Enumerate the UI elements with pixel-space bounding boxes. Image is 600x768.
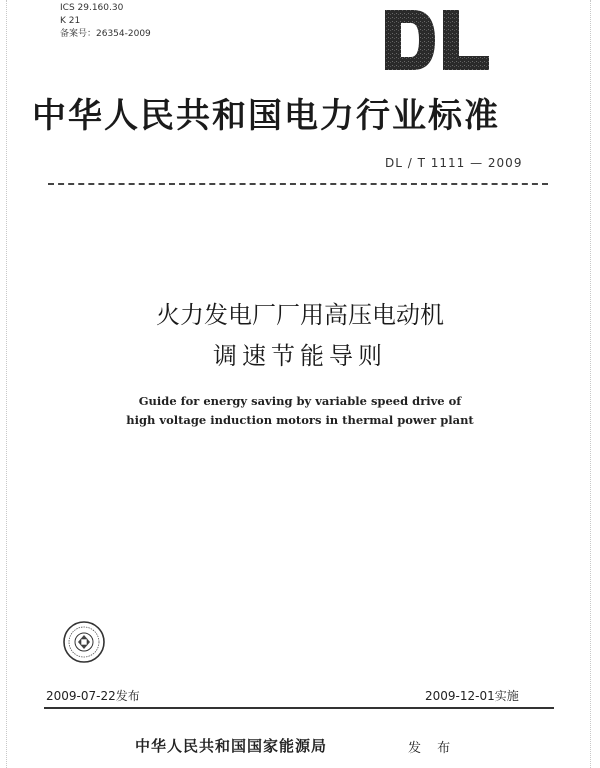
english-title-line2: high voltage induction motors in thermal power plant: [126, 413, 474, 427]
bottom-divider: [44, 707, 554, 709]
document-title-line1: 火力发电厂厂用高压电动机: [156, 301, 444, 329]
publisher-seal-icon: [62, 620, 106, 664]
class-code: K 21: [60, 16, 81, 26]
right-scan-edge: [590, 0, 591, 768]
publisher-name: 中华人民共和国国家能源局: [135, 737, 328, 755]
english-title-line1: Guide for energy saving by variable speed drive of: [138, 394, 462, 408]
publish-label: 发 布: [408, 741, 457, 756]
classification-block: [60, 2, 151, 41]
left-scan-edge: [6, 0, 7, 768]
implementation-date: 2009-12-01实施: [425, 689, 519, 703]
logo-letter-l: [443, 10, 489, 70]
ics-code: ICS 29.160.30: [60, 3, 124, 13]
record-number: 备案号：26354-2009: [60, 29, 151, 39]
top-divider: [48, 183, 548, 185]
document-title-line2: 调速节能导则: [213, 342, 387, 370]
issue-date: 2009-07-22发布: [46, 689, 140, 703]
logo-letter-d: [385, 10, 435, 70]
dl-logo: [383, 8, 491, 72]
standard-number: DL / T 1111 — 2009: [385, 156, 523, 170]
industry-standard-title: 中华人民共和国电力行业标准: [32, 96, 500, 136]
